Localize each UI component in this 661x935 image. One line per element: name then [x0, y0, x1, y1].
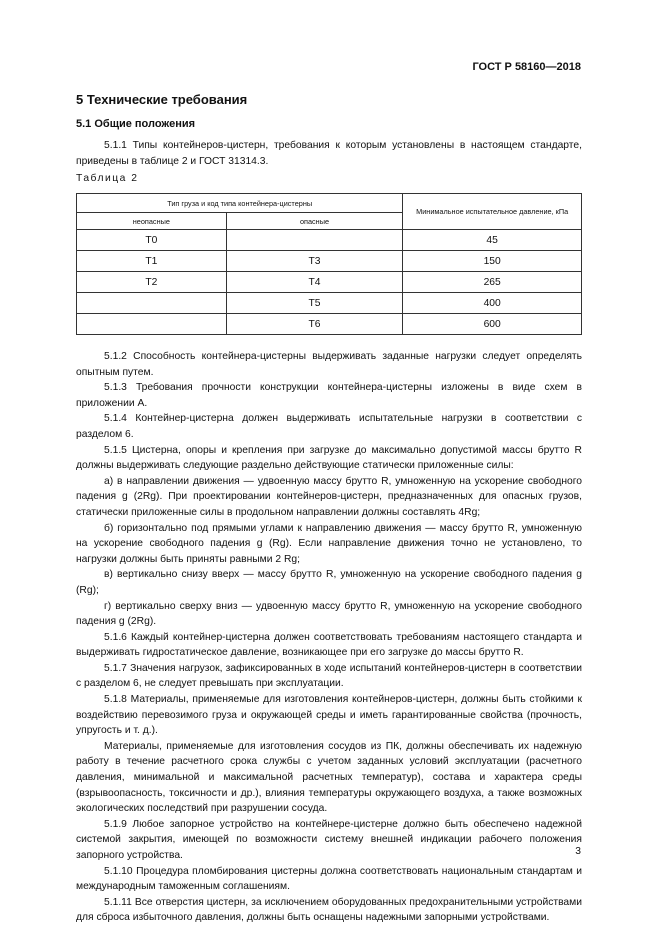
cell-nonhazard: Т1 [77, 251, 227, 272]
cell-pressure: 600 [403, 314, 582, 335]
header-nonhazard: неопасные [77, 213, 227, 230]
cell-pressure: 150 [403, 251, 582, 272]
body-text [76, 349, 582, 926]
standard-code: ГОСТ Р 58160—2018 [472, 61, 581, 73]
paragraph-5-1-6: 5.1.6 Каждый контейнер-цистерна должен соответствовать требованиям настоящего стандарта и выдерживать гидростатическое давление, возникающее при его загрузке до массы брутто R. [76, 631, 582, 659]
subsection-title: 5.1 Общие положения [76, 118, 196, 130]
paragraph-5-1-5-g: г) вертикально сверху вниз — удвоенную массу брутто R, умноженную на ускорение свободного падения g (2Rg). [76, 600, 582, 628]
table-row [77, 272, 582, 293]
cell-hazard: Т5 [226, 293, 403, 314]
paragraph-5-1-8: 5.1.8 Материалы, применяемые для изготовления контейнеров-цистерн, должны быть стойкими к воздействию перевозимого груза и окружающей среды и иметь гарантированные свойства (прочность, упругость и т. д.). [76, 694, 582, 737]
table-caption: Таблица 2 [76, 173, 139, 184]
paragraph-5-1-7: 5.1.7 Значения нагрузок, зафиксированных в ходе испытаний контейнеров-цистерн в соответствии с разделом 6, не следует превышать при эксплуатации. [76, 662, 582, 690]
table-row [77, 293, 582, 314]
cell-pressure: 45 [403, 230, 582, 251]
paragraph-5-1-11: 5.1.11 Все отверстия цистерн, за исключением оборудованных предохранительными устройствами для сброса избыточного давления, должны быть оснащены надежными запорными устройствами. [76, 896, 582, 924]
paragraph-5-1-4: 5.1.4 Контейнер-цистерна должен выдерживать испытательные нагрузки в соответствии с разделом 6. [76, 413, 582, 440]
cell-nonhazard [77, 314, 227, 335]
paragraph-5-1-5: 5.1.5 Цистерна, опоры и крепления при загрузке до максимально допустимой массы брутто R должны выдерживать следующие раздельно действующие статически приложенные силы: [76, 444, 582, 472]
table-row [77, 314, 582, 335]
paragraph-5-1-1: 5.1.1 Типы контейнеров-цистерн, требования к которым установлены в настоящем стандарте, приведены в таблице 2 и ГОСТ 31314.3. [76, 140, 582, 167]
paragraph-5-1-5-a: а) в направлении движения — удвоенную массу брутто R, умноженную на ускорение свободного падения g (2Rg). При проектировании контейнеров-цистерн, предназначенных для опасных грузов, статически приложенные силы в продольном направлении должны составлять 4Rg; [76, 475, 582, 518]
intro-block [76, 138, 582, 169]
table-2 [76, 193, 582, 335]
cell-nonhazard [77, 293, 227, 314]
paragraph-5-1-2: 5.1.2 Способность контейнера-цистерны выдерживать заданные нагрузки следует определять опытным путем. [76, 351, 582, 378]
cell-hazard: Т3 [226, 251, 403, 272]
header-cargo-type: Тип груза и код типа контейнера-цистерны [77, 194, 403, 213]
cell-pressure: 400 [403, 293, 582, 314]
cell-pressure: 265 [403, 272, 582, 293]
header-hazard: опасные [226, 213, 403, 230]
paragraph-5-1-5-b: б) горизонтально под прямыми углами к направлению движения — массу брутто R, умноженную на ускорение свободного падения g (Rg). Если направление движения точно не установлено, то нагрузки должны быть приняты равными 2 Rg; [76, 522, 582, 565]
paragraph-5-1-5-v: в) вертикально снизу вверх — массу брутто R, умноженную на ускорение свободного падения g (Rg); [76, 569, 582, 596]
table-header-row [77, 194, 582, 213]
page-number: 3 [575, 846, 581, 857]
cell-hazard: Т4 [226, 272, 403, 293]
cell-nonhazard: Т2 [77, 272, 227, 293]
paragraph-5-1-3: 5.1.3 Требования прочности конструкции контейнера-цистерны изложены в виде схем в приложении А. [76, 382, 582, 409]
paragraph-5-1-10: 5.1.10 Процедура пломбирования цистерны должна соответствовать национальным стандартам и международным таможенным соглашениям. [76, 865, 582, 893]
section-title: 5 Технические требования [76, 92, 248, 107]
table-row [77, 251, 582, 272]
cell-hazard: Т6 [226, 314, 403, 335]
cell-hazard [226, 230, 403, 251]
header-min-pressure: Минимальное испытательное давление, кПа [403, 194, 582, 230]
paragraph-materials-pk: Материалы, применяемые для изготовления сосудов из ПК, должны обеспечивать их надежную работу в течение расчетного срока службы с учетом заданных условий эксплуатации (расчетного давления, минимальной и максимальной расчетных температур), состава и характера среды (взрывоопасность, токсичности и др.), влияния температуры окружающего воздуха, а также возможных экологических последствий при разрушении сосуда. [76, 740, 582, 815]
paragraph-5-1-9: 5.1.9 Любое запорное устройство на контейнере-цистерне должно быть обеспечено надежной системой закрытия, имеющей по возможности систему внешней индикации рабочего положения запорного устройства. [76, 818, 582, 861]
cell-nonhazard: Т0 [77, 230, 227, 251]
table-row [77, 230, 582, 251]
